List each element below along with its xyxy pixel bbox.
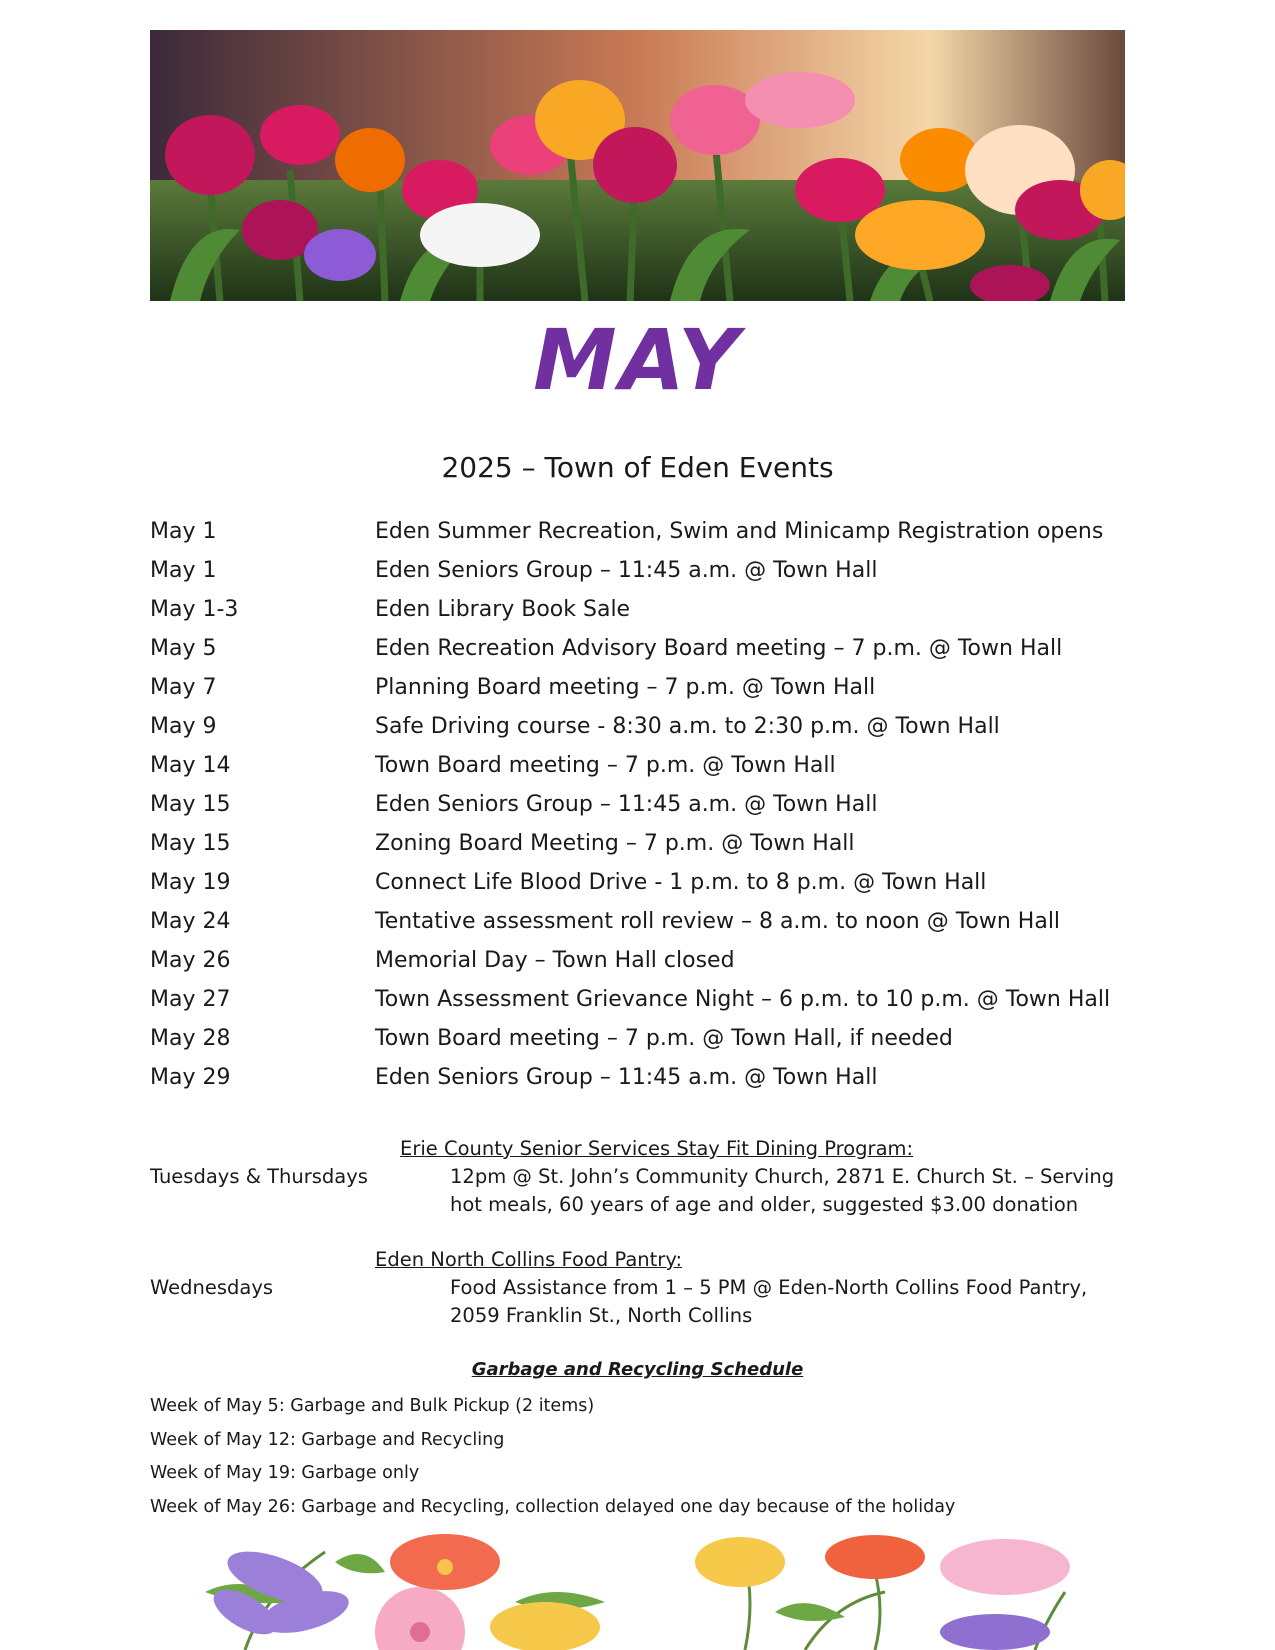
event-date: May 1	[150, 558, 217, 583]
food-pantry-title: Eden North Collins Food Pantry:	[375, 1248, 683, 1271]
event-row	[150, 941, 1130, 980]
page-title: MAY	[533, 311, 742, 409]
dining-program-description: 12pm @ St. John’s Community Church, 2871 E. Church St. – Serving hot meals, 60 years of age and older, suggested $3.00 donation	[450, 1165, 1115, 1216]
event-date: May 24	[150, 909, 231, 934]
event-date: May 1	[150, 519, 217, 544]
food-pantry-day: Wednesdays	[150, 1276, 274, 1299]
event-row	[150, 551, 1130, 590]
dining-program	[150, 1135, 1130, 1219]
event-row	[150, 785, 1130, 824]
event-description: Town Board meeting – 7 p.m. @ Town Hall	[375, 753, 836, 778]
event-description: Eden Summer Recreation, Swim and Minicamp Registration opens	[375, 519, 1104, 544]
garbage-schedule-item: Week of May 5: Garbage and Bulk Pickup (2 items)	[150, 1396, 595, 1416]
food-pantry-description: Food Assistance from 1 – 5 PM @ Eden-North Collins Food Pantry, 2059 Franklin St., North Collins	[450, 1276, 1088, 1327]
event-row	[150, 1019, 1130, 1058]
event-row	[150, 512, 1130, 551]
page-subtitle: 2025 – Town of Eden Events	[441, 451, 834, 484]
event-date: May 28	[150, 1026, 231, 1051]
dining-program-row	[150, 1163, 1130, 1219]
event-row	[150, 863, 1130, 902]
event-row	[150, 746, 1130, 785]
event-description: Zoning Board Meeting – 7 p.m. @ Town Hall	[375, 831, 855, 856]
event-description: Safe Driving course - 8:30 a.m. to 2:30 p.m. @ Town Hall	[375, 714, 1000, 739]
event-row	[150, 902, 1130, 941]
garbage-schedule-title: Garbage and Recycling Schedule	[471, 1359, 804, 1380]
event-row	[150, 980, 1130, 1019]
food-pantry-row	[150, 1274, 1130, 1330]
garbage-schedule-list	[150, 1390, 1130, 1524]
event-description: Memorial Day – Town Hall closed	[375, 948, 735, 973]
event-row	[150, 824, 1130, 863]
event-row	[150, 707, 1130, 746]
event-description: Eden Recreation Advisory Board meeting – 7 p.m. @ Town Hall	[375, 636, 1063, 661]
event-date: May 29	[150, 1065, 231, 1090]
event-description: Town Assessment Grievance Night – 6 p.m. to 10 p.m. @ Town Hall	[375, 987, 1111, 1012]
event-description: Planning Board meeting – 7 p.m. @ Town Hall	[375, 675, 876, 700]
event-row	[150, 629, 1130, 668]
event-date: May 26	[150, 948, 231, 973]
event-description: Connect Life Blood Drive - 1 p.m. to 8 p.m. @ Town Hall	[375, 870, 987, 895]
flowers-footer-image	[185, 1532, 1115, 1650]
event-description: Eden Seniors Group – 11:45 a.m. @ Town Hall	[375, 792, 878, 817]
food-pantry-program	[150, 1246, 1130, 1330]
event-row	[150, 668, 1130, 707]
event-date: May 7	[150, 675, 217, 700]
event-date: May 19	[150, 870, 231, 895]
event-date: May 9	[150, 714, 217, 739]
event-row	[150, 1058, 1130, 1097]
event-description: Eden Library Book Sale	[375, 597, 631, 622]
event-row	[150, 590, 1130, 629]
event-date: May 27	[150, 987, 231, 1012]
event-date: May 1-3	[150, 597, 239, 622]
dining-program-title: Erie County Senior Services Stay Fit Dining Program:	[400, 1137, 914, 1160]
event-description: Tentative assessment roll review – 8 a.m. to noon @ Town Hall	[375, 909, 1061, 934]
event-date: May 15	[150, 792, 231, 817]
event-description: Eden Seniors Group – 11:45 a.m. @ Town Hall	[375, 558, 878, 583]
garbage-schedule-item: Week of May 19: Garbage only	[150, 1463, 420, 1483]
event-date: May 5	[150, 636, 217, 661]
tulip-banner-image	[150, 30, 1125, 301]
event-date: May 15	[150, 831, 231, 856]
event-description: Town Board meeting – 7 p.m. @ Town Hall, if needed	[375, 1026, 953, 1051]
event-description: Eden Seniors Group – 11:45 a.m. @ Town Hall	[375, 1065, 878, 1090]
garbage-schedule-item: Week of May 12: Garbage and Recycling	[150, 1429, 505, 1450]
event-date: May 14	[150, 753, 231, 778]
events-list	[150, 512, 1130, 1097]
garbage-schedule-item: Week of May 26: Garbage and Recycling, collection delayed one day because of the holiday	[150, 1496, 956, 1517]
dining-program-day: Tuesdays & Thursdays	[150, 1165, 368, 1188]
